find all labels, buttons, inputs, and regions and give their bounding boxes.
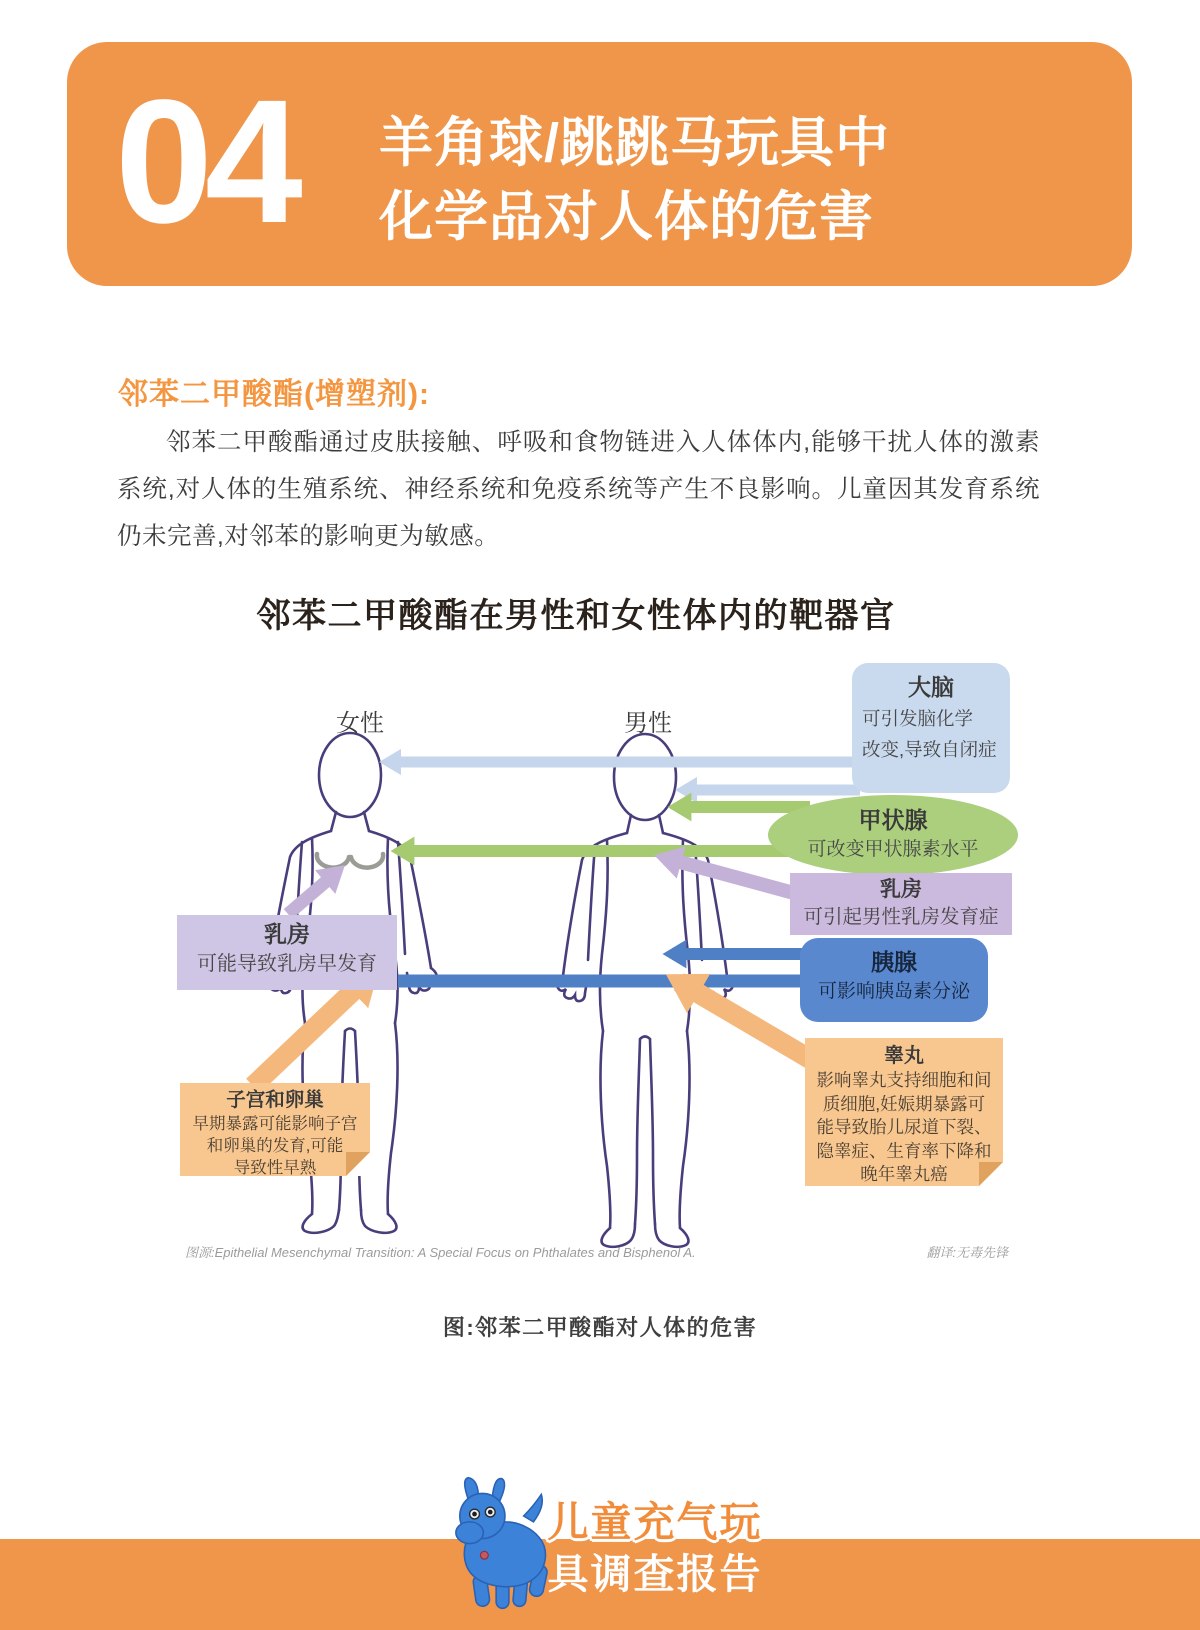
organ-desc-brain-2: 改变,导致自闭症 — [862, 738, 997, 760]
organ-box-thyroid — [768, 795, 1018, 875]
organ-box-breast-male — [790, 873, 1012, 935]
arrow-uterus-to-female-pelvis — [253, 976, 369, 1086]
chapter-title-line1: 羊角球/跳跳马玩具中 — [379, 113, 891, 173]
target-organs-diagram — [170, 648, 1150, 1270]
organ-box-testes — [805, 1038, 1003, 1186]
organ-box-breast-female — [177, 915, 397, 990]
section-heading: 邻苯二甲酸酯(增塑剂): — [118, 378, 430, 411]
chapter-number: 04 — [115, 64, 295, 260]
organ-name-pancreas: 胰腺 — [871, 949, 917, 975]
chapter-header-banner — [67, 42, 1132, 286]
organ-name-breast-female: 乳房 — [264, 921, 310, 947]
figure-source-credit: 图源:Epithelial Mesenchymal Transition: A Special Focus on Phthalates and Bisphenol A. — [185, 1245, 696, 1260]
organ-desc-testes-4: 隐睾症、生育率下降和 — [816, 1140, 992, 1161]
organ-desc-testes-5: 晚年睾丸癌 — [860, 1164, 948, 1184]
organ-box-brain — [852, 663, 1010, 793]
organ-desc-uterus-2: 和卵巢的发育,可能 — [206, 1137, 344, 1156]
organ-desc-brain-1: 可引发脑化学 — [862, 707, 974, 729]
chapter-title-line2: 化学品对人体的危害 — [379, 187, 874, 247]
horse-muzzle — [456, 1522, 483, 1544]
organ-box-uterus-ovaries — [180, 1083, 370, 1176]
figure-title: 邻苯二甲酸酯在男性和女性体内的靶器官 — [256, 597, 896, 635]
organ-desc-uterus-1: 早期暴露可能影响子宫 — [192, 1115, 358, 1134]
organ-desc-testes-1: 影响睾丸支持细胞和间 — [816, 1070, 992, 1090]
brand-text-line1: 儿童充气玩 — [547, 1499, 763, 1545]
male-label: 男性 — [624, 710, 672, 737]
organ-name-testes: 睾丸 — [884, 1045, 924, 1067]
intro-paragraph: 邻苯二甲酸酯通过皮肤接触、呼吸和食物链进入人体体内,能够干扰人体的激素系统,对人体的生殖系统、神经系统和免疫系统等产生不良影响。儿童因其发育系统仍未完善,对邻苯的影响更为敏感。 — [117, 429, 1040, 550]
female-breast-curves — [317, 854, 383, 868]
organ-box-pancreas — [800, 938, 988, 1022]
horse-valve-dot — [480, 1551, 488, 1559]
organ-name-breast-male: 乳房 — [880, 878, 922, 901]
figure-caption: 图:邻苯二甲酸酯对人体的危害 — [442, 1315, 758, 1340]
organ-name-uterus-ovaries: 子宫和卵巢 — [226, 1089, 324, 1111]
figure-translator-credit: 翻译:无毒先锋 — [926, 1245, 1008, 1260]
brand-text-line2: 具调查报告 — [547, 1551, 763, 1597]
organ-desc-breast-male: 可引起男性乳房发育症 — [803, 906, 999, 929]
organ-desc-pancreas: 可影响胰岛素分泌 — [817, 980, 970, 1002]
organ-desc-breast-female: 可能导致乳房早发育 — [197, 952, 377, 975]
chapter-title — [379, 106, 890, 254]
organ-desc-testes-2: 质细胞,妊娠期暴露可 — [822, 1093, 986, 1114]
organ-desc-testes-3: 能导致胎儿尿道下裂、 — [816, 1117, 992, 1137]
folded-corner-shade — [979, 1162, 1003, 1186]
organ-name-brain: 大脑 — [908, 674, 954, 700]
female-label: 女性 — [336, 710, 384, 737]
folded-corner-shade — [346, 1152, 370, 1176]
organ-desc-thyroid: 可改变甲状腺素水平 — [807, 839, 979, 861]
organ-desc-uterus-3: 导致性早熟 — [233, 1159, 317, 1178]
organ-name-thyroid: 甲状腺 — [858, 807, 928, 834]
